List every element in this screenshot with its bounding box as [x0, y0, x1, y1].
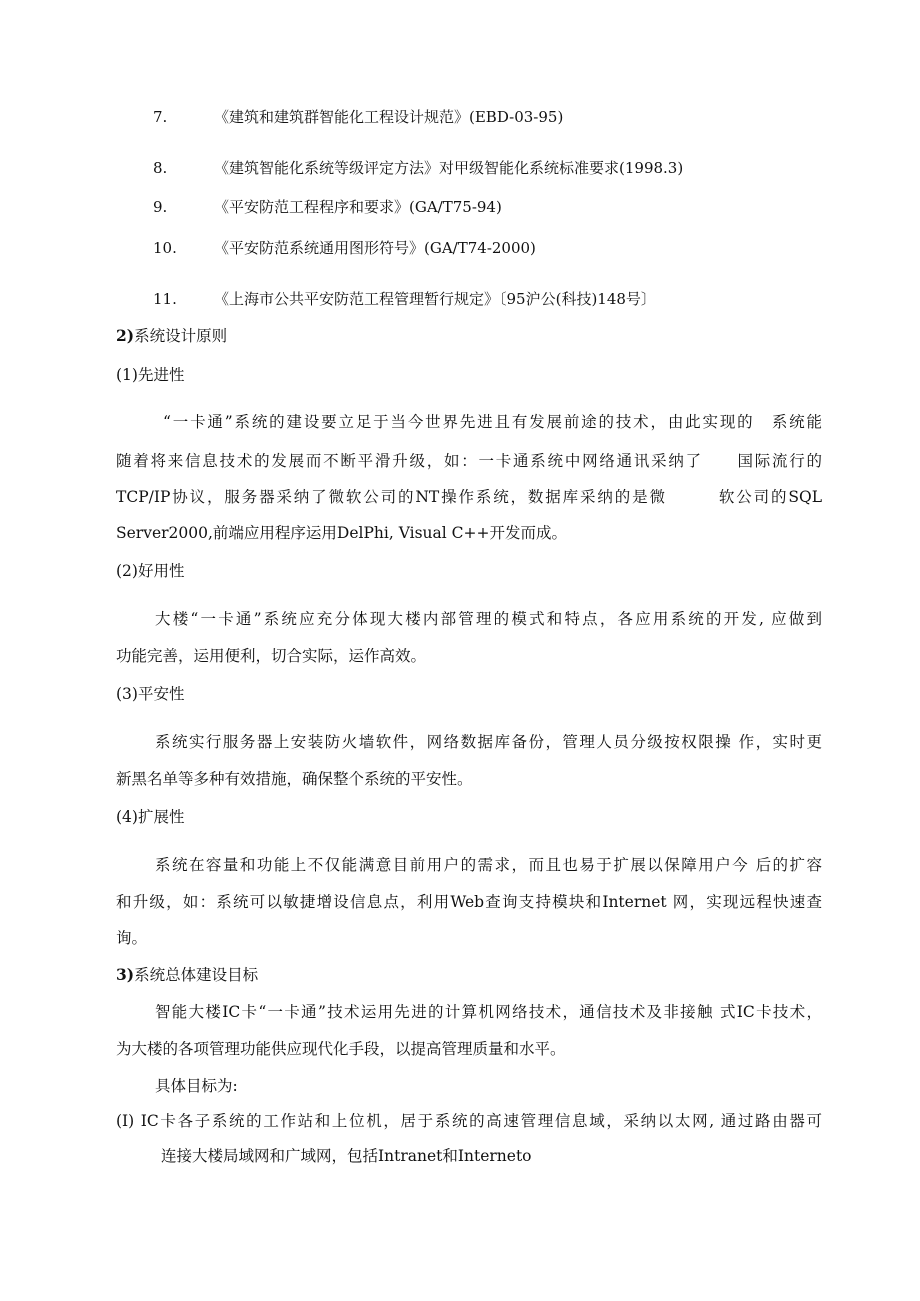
reference-text: 《上海市公共平安防范工程管理暂行规定》〔95沪公(科技)148号〕	[214, 290, 656, 308]
paragraph-line: 功能完善，运用便利，切合实际，运作高效。	[116, 647, 427, 665]
subsection-heading: (2)好用性	[116, 562, 185, 580]
paragraph-line: 智能大楼IC卡“一卡通”技术运用先进的计算机网络技术，通信技术及非接触 式IC卡技术，	[155, 1003, 822, 1021]
subsection-heading: (4)扩展性	[116, 808, 185, 826]
section-number: 2)	[116, 326, 135, 345]
reference-text: 《建筑智能化系统等级评定方法》对甲级智能化系统标准要求(1998.3)	[214, 159, 684, 177]
paragraph-line: 询。	[116, 929, 148, 947]
paragraph-line: 系统实行服务器上安装防火墙软件，网络数据库备份，管理人员分级按权限操 作，实时更	[155, 733, 822, 751]
goals-label: 具体目标为:	[155, 1077, 238, 1095]
paragraph-line: TCP/IP协议，服务器采纳了微软公司的NT操作系统，数据库采纳的是微 软公司的SQL	[116, 488, 822, 506]
subsection-heading: (1)先进性	[116, 366, 185, 384]
paragraph-line: 大楼“一卡通”系统应充分体现大楼内部管理的模式和特点，各应用系统的开发, 应做到	[155, 610, 822, 628]
section-heading	[116, 964, 258, 986]
section-number: 3)	[116, 965, 135, 984]
paragraph-line: “一卡通”系统的建设要立足于当今世界先进且有发展前途的技术，由此实现的 系统能	[163, 413, 822, 431]
reference-text: 《建筑和建筑群智能化工程设计规范》(EBD-03-95)	[214, 108, 564, 126]
paragraph-line: Server2000,前端应用程序运用DelPhi, Visual C++开发而成。	[116, 524, 567, 542]
reference-number: 9.	[153, 198, 168, 216]
reference-text: 《平安防范工程程序和要求》(GA/T75-94)	[214, 198, 502, 216]
reference-number: 7.	[153, 108, 168, 126]
paragraph-line: 和升级，如：系统可以敏捷增设信息点，利用Web查询支持模块和Internet 网，实现远程快速查	[116, 893, 822, 911]
reference-number: 10.	[153, 239, 177, 257]
paragraph-line: 随着将来信息技术的发展而不断平滑升级，如：一卡通系统中网络通讯采纳了 国际流行的	[116, 452, 822, 470]
list-item-line: 连接大楼局域网和广域网，包括Intranet和Interneto	[161, 1147, 532, 1165]
paragraph-line: 系统在容量和功能上不仅能满意目前用户的需求，而且也易于扩展以保障用户今 后的扩容	[155, 856, 822, 874]
list-item-line: (I) IC卡各子系统的工作站和上位机，居于系统的高速管理信息域，采纳以太网, 通过路由器可	[116, 1112, 822, 1130]
section-heading	[116, 325, 227, 347]
section-title: 系统总体建设目标	[134, 966, 259, 984]
paragraph-line: 为大楼的各项管理功能供应现代化手段，以提高管理质量和水平。	[116, 1040, 566, 1058]
reference-number: 8.	[153, 159, 168, 177]
reference-number: 11.	[153, 290, 177, 308]
subsection-heading: (3)平安性	[116, 685, 185, 703]
section-title: 系统设计原则	[134, 327, 228, 345]
paragraph-line: 新黑名单等多种有效措施，确保整个系统的平安性。	[116, 770, 473, 788]
reference-text: 《平安防范系统通用图形符号》(GA/T74-2000)	[214, 239, 536, 257]
